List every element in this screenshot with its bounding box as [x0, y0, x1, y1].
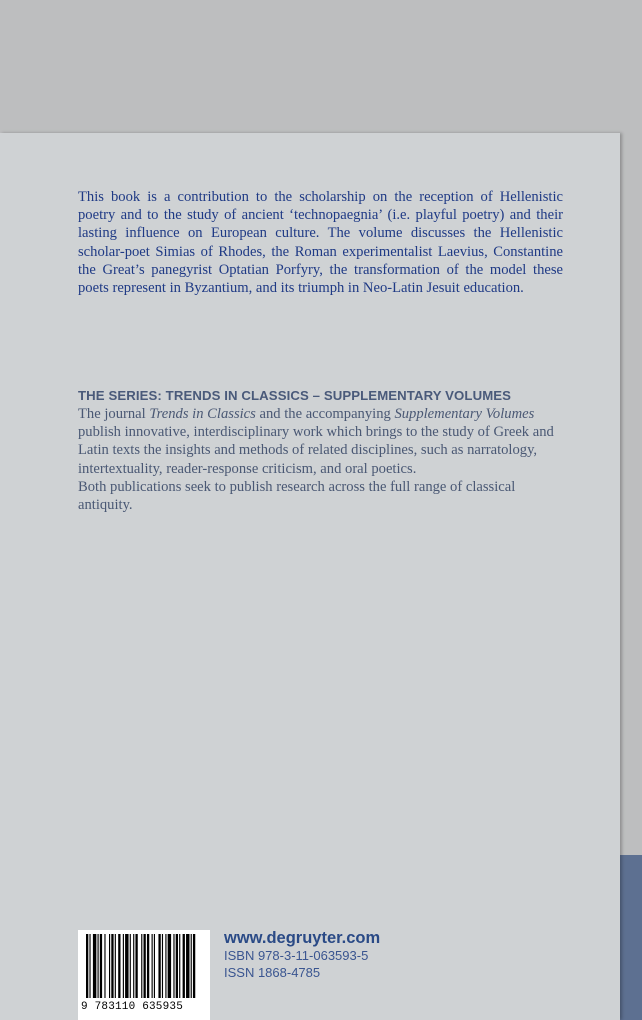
isbn-number: ISBN 978-3-11-063593-5: [224, 948, 369, 963]
series-heading: THE SERIES: TRENDS IN CLASSICS – SUPPLEMENTARY VOLUMES: [78, 388, 512, 403]
series-description: [78, 405, 563, 514]
volumes-title: Supplementary Volumes: [394, 406, 535, 422]
series-text-part: Both publications seek to publish research across the full range of classical antiquity.: [78, 478, 516, 514]
series-text-part: The journal: [78, 406, 150, 422]
back-cover-edge: [620, 855, 642, 1020]
book-back-cover: [0, 133, 620, 1020]
journal-title: Trends in Classics: [149, 406, 256, 422]
book-description: This book is a contribution to the scholarship on the reception of Hellenistic poetry and to the study of ancient ‘technopaegnia’ (i.e. playful poetry) and their lasting influence on European culture. The volume discusses the Hellenistic scholar-poet Simias of Rhodes, the Roman experimentalist Laevius, Constantine the Great’s panegyrist Optatian Porfyry, the transformation of the model these poets represent in Byzantium, and its triumph in Neo-Latin Jesuit education.: [78, 189, 563, 297]
publisher-info: [224, 928, 380, 981]
series-text-part: publish innovative, interdisciplinary work which brings to the study of Greek and Latin texts the insights and methods of related disciplines, such as narratology, intertextuality, reader-response criticism, and oral poetics.: [78, 424, 554, 477]
publisher-url[interactable]: www.degruyter.com: [224, 929, 381, 947]
isbn-barcode: [78, 930, 210, 1020]
issn-number: ISSN 1868-4785: [224, 964, 321, 980]
barcode-digits: 9 783110 635935: [81, 1001, 184, 1013]
series-text-part: and the accompanying: [255, 406, 395, 422]
barcode-bars: [78, 930, 210, 1002]
